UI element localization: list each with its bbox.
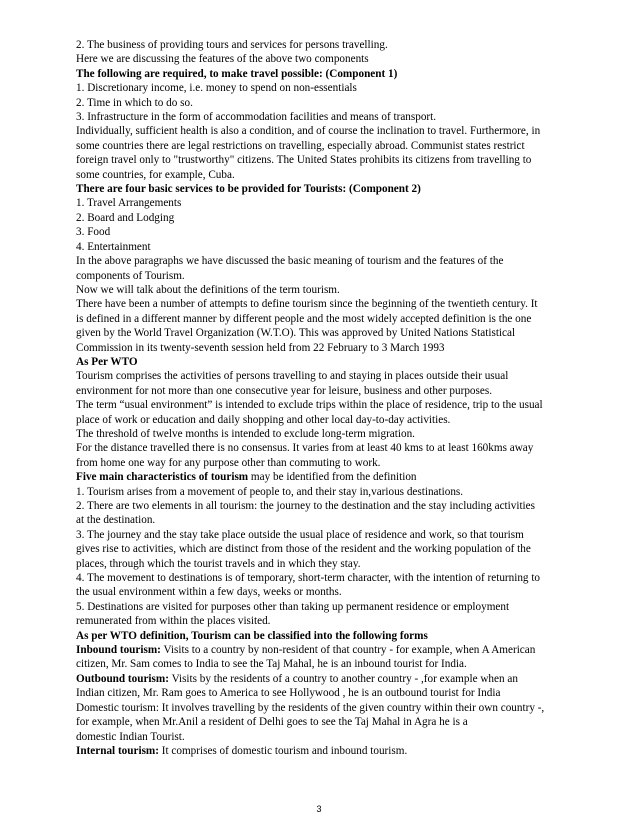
text-fragment: may be identified from the definition	[250, 471, 417, 484]
section-heading: The following are required, to make travel possible: (Component 1)	[76, 67, 398, 80]
text-fragment: Visits to a country by non-resident of that country - for example, when A American	[163, 644, 536, 657]
text-line: for example, when Mr.Anil a resident of Delhi goes to see the Taj Mahal in Agra he is a	[76, 716, 468, 729]
text-line: In the above paragraphs we have discussed the basic meaning of tourism and the features of the	[76, 255, 504, 268]
inline-heading: Inbound tourism:	[76, 644, 161, 657]
page-number: 3	[316, 804, 322, 814]
text-line: given by the World Travel Organization (W.T.O). This was approved by United Nations Statistical	[76, 327, 516, 340]
text-line	[76, 470, 621, 484]
text-line: Indian citizen, Mr. Ram goes to America to see Hollywood , he is an outbound tourist for India	[76, 687, 501, 700]
list-item: 4. The movement to destinations is of temporary, short-term character, with the intention of returning to	[76, 572, 541, 585]
text-line: Commission in its twenty-seventh session held from 22 February to 3 March 1993	[76, 341, 445, 354]
text-line	[76, 643, 621, 657]
list-item: 5. Destinations are visited for purposes other than taking up permanent residence or employment	[76, 600, 510, 613]
list-item: 2. Board and Lodging	[76, 211, 175, 224]
text-line: some countries, for example, Cuba.	[76, 168, 235, 181]
text-line: places, through which the tourist travels and in which they stay.	[76, 557, 361, 570]
list-item: 2. Time in which to do so.	[76, 96, 193, 109]
text-line: The threshold of twelve months is intended to exclude long-term migration.	[76, 427, 415, 440]
inline-heading: Five main characteristics of tourism	[76, 471, 249, 484]
text-line: is defined in a different manner by different people and the most widely accepted definition is the one	[76, 312, 532, 325]
text-line: foreign travel only to "trustworthy" citizens. The United States prohibits its citizens from travelling to	[76, 154, 532, 167]
text-line: The term “usual environment” is intended to exclude trips within the place of residence, trip to the usual	[76, 399, 543, 412]
list-item: 2. There are two elements in all tourism: the journey to the destination and the stay including activities	[76, 500, 535, 512]
text-line: at the destination.	[76, 514, 156, 527]
text-line: citizen, Mr. Sam comes to India to see the Taj Mahal, he is an inbound tourist for India.	[76, 658, 467, 671]
list-item: 3. The journey and the stay take place outside the usual place of residence and work, so that tourism	[76, 528, 524, 541]
list-item: 4. Entertainment	[76, 240, 151, 253]
text-line: the usual environment within a few days, weeks or months.	[76, 586, 342, 599]
text-line: For the distance travelled there is no consensus. It varies from at least 40 kms to at least 160kms away	[76, 442, 534, 455]
list-item: 3. Food	[76, 226, 111, 239]
text-line: Individually, sufficient health is also a condition, and of course the inclination to travel. Furthermore, in	[76, 125, 541, 138]
inline-heading: Internal tourism:	[76, 744, 159, 757]
section-heading: There are four basic services to be provided for Tourists: (Component 2)	[76, 183, 421, 196]
text-line: There have been a number of attempts to define tourism since the beginning of the twentieth century. It	[76, 298, 538, 311]
text-line: Domestic tourism: It involves travelling by the residents of the given country within their own country -,	[76, 701, 545, 714]
text-line: Tourism comprises the activities of persons travelling to and staying in places outside their usual	[76, 370, 509, 383]
text-line: environment for not more than one consecutive year for leisure, business and other purposes.	[76, 384, 492, 397]
inline-heading: Outbound tourism:	[76, 672, 169, 685]
text-line	[76, 672, 621, 686]
text-line: gives rise to activities, which are distinct from those of the resident and the working population of the	[76, 543, 531, 556]
list-item: 3. Infrastructure in the form of accommodation facilities and means of transport.	[76, 111, 437, 124]
text-line: Here we are discussing the features of the above two components	[76, 53, 369, 66]
text-line: from home one way for any purpose other than commuting to work.	[76, 456, 381, 469]
text-line: some countries there are legal restrictions on travelling, especially abroad. Communist states restrict	[76, 139, 525, 152]
text-fragment: Visits by the residents of a country to another country - ,for example when an	[171, 672, 518, 685]
section-heading: As Per WTO	[76, 355, 138, 368]
text-line: 2. The business of providing tours and services for persons travelling.	[76, 39, 388, 51]
list-item: 1. Tourism arises from a movement of people to, and their stay in,various destinations.	[76, 485, 464, 498]
text-fragment: It comprises of domestic tourism and inbound tourism.	[161, 744, 408, 757]
section-heading: As per WTO definition, Tourism can be classified into the following forms	[76, 629, 428, 642]
text-line	[76, 744, 621, 758]
list-item: 1. Discretionary income, i.e. money to spend on non-essentials	[76, 82, 357, 95]
text-line: components of Tourism.	[76, 269, 185, 282]
text-line: Now we will talk about the definitions of the term tourism.	[76, 283, 340, 296]
list-item: 1. Travel Arrangements	[76, 197, 182, 210]
document-body	[76, 38, 621, 758]
text-line: remunerated from within the places visited.	[76, 615, 271, 628]
text-line: domestic Indian Tourist.	[76, 730, 185, 743]
text-line: place of work or education and daily shopping and other local day-to-day activities.	[76, 413, 451, 426]
